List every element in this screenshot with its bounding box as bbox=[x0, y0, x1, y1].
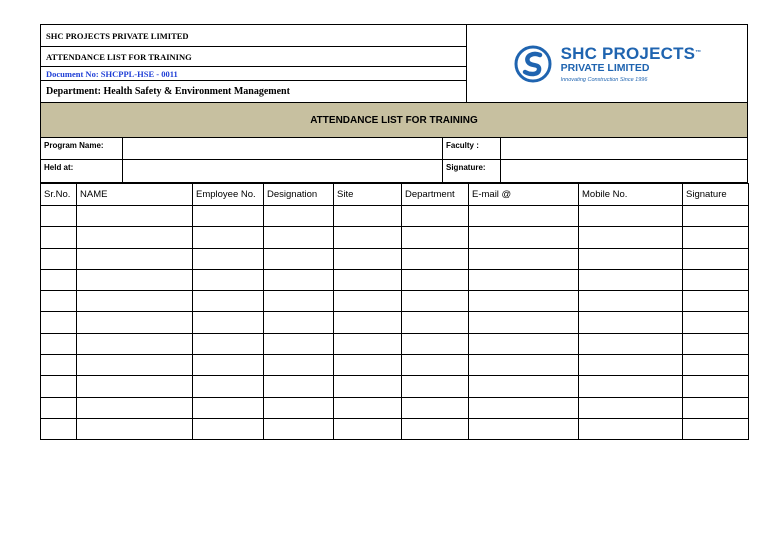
table-cell[interactable] bbox=[77, 397, 193, 418]
table-cell[interactable] bbox=[683, 418, 749, 439]
table-cell[interactable] bbox=[41, 355, 77, 376]
table-cell[interactable] bbox=[193, 418, 264, 439]
table-cell[interactable] bbox=[193, 376, 264, 397]
table-cell[interactable] bbox=[193, 333, 264, 354]
table-cell[interactable] bbox=[41, 269, 77, 290]
table-cell[interactable] bbox=[193, 397, 264, 418]
table-cell[interactable] bbox=[579, 333, 683, 354]
table-cell[interactable] bbox=[579, 291, 683, 312]
table-row bbox=[41, 376, 749, 397]
table-cell[interactable] bbox=[683, 333, 749, 354]
table-cell[interactable] bbox=[264, 248, 334, 269]
table-cell[interactable] bbox=[334, 291, 402, 312]
table-cell[interactable] bbox=[402, 206, 469, 227]
form-header bbox=[40, 24, 748, 103]
faculty-field[interactable] bbox=[501, 138, 747, 159]
table-cell[interactable] bbox=[579, 269, 683, 290]
table-cell[interactable] bbox=[402, 333, 469, 354]
table-cell[interactable] bbox=[402, 312, 469, 333]
logo-area bbox=[467, 25, 747, 102]
company-name: SHC PROJECTS PRIVATE LIMITED bbox=[41, 25, 466, 47]
table-cell[interactable] bbox=[334, 355, 402, 376]
table-cell[interactable] bbox=[334, 269, 402, 290]
program-row bbox=[40, 138, 748, 160]
table-cell[interactable] bbox=[77, 269, 193, 290]
logo-tagline: Innovating Construction Since 1996 bbox=[560, 76, 648, 83]
signature-label: Signature: bbox=[443, 160, 501, 182]
logo-tm: ™ bbox=[695, 49, 702, 56]
department: Department: Health Safety & Environment Management bbox=[46, 86, 290, 97]
table-cell[interactable] bbox=[193, 355, 264, 376]
col-mobile-no: Mobile No. bbox=[579, 184, 683, 206]
table-cell[interactable] bbox=[193, 291, 264, 312]
table-cell[interactable] bbox=[77, 312, 193, 333]
table-cell[interactable] bbox=[334, 227, 402, 248]
header-info bbox=[41, 25, 467, 102]
table-cell[interactable] bbox=[402, 397, 469, 418]
table-cell[interactable] bbox=[402, 248, 469, 269]
table-cell[interactable] bbox=[579, 418, 683, 439]
table-cell[interactable] bbox=[402, 291, 469, 312]
table-cell[interactable] bbox=[41, 206, 77, 227]
table-cell[interactable] bbox=[334, 312, 402, 333]
table-cell[interactable] bbox=[77, 376, 193, 397]
table-cell[interactable] bbox=[264, 227, 334, 248]
signature-field[interactable] bbox=[501, 160, 747, 182]
table-cell[interactable] bbox=[334, 206, 402, 227]
col-name: NAME bbox=[77, 184, 193, 206]
table-cell[interactable] bbox=[41, 291, 77, 312]
table-cell[interactable] bbox=[683, 291, 749, 312]
logo-line1: SHC PROJECTS bbox=[560, 43, 696, 63]
company-logo bbox=[513, 44, 702, 84]
table-cell[interactable] bbox=[264, 355, 334, 376]
table-cell[interactable] bbox=[579, 312, 683, 333]
table-cell[interactable] bbox=[193, 206, 264, 227]
table-cell[interactable] bbox=[77, 333, 193, 354]
table-cell[interactable] bbox=[683, 269, 749, 290]
shc-logo-icon bbox=[513, 44, 553, 84]
table-body bbox=[41, 206, 749, 440]
table-cell[interactable] bbox=[683, 376, 749, 397]
table-cell[interactable] bbox=[469, 418, 579, 439]
table-cell[interactable] bbox=[264, 376, 334, 397]
table-cell[interactable] bbox=[469, 376, 579, 397]
held-at-field[interactable] bbox=[123, 160, 443, 182]
table-cell[interactable] bbox=[579, 248, 683, 269]
table-cell[interactable] bbox=[77, 418, 193, 439]
table-cell[interactable] bbox=[264, 269, 334, 290]
table-cell[interactable] bbox=[77, 206, 193, 227]
table-cell[interactable] bbox=[193, 248, 264, 269]
program-name-field[interactable] bbox=[123, 138, 443, 159]
held-at-row bbox=[40, 160, 748, 183]
col-email: E-mail @ bbox=[469, 184, 579, 206]
col-sr-no: Sr.No. bbox=[41, 184, 77, 206]
table-cell[interactable] bbox=[264, 418, 334, 439]
table-cell[interactable] bbox=[334, 418, 402, 439]
table-cell[interactable] bbox=[77, 355, 193, 376]
table-cell[interactable] bbox=[683, 355, 749, 376]
table-cell[interactable] bbox=[683, 248, 749, 269]
table-cell[interactable] bbox=[77, 291, 193, 312]
table-cell[interactable] bbox=[683, 206, 749, 227]
held-at-label: Held at: bbox=[41, 160, 123, 182]
document-number: Document No: SHCPPL-HSE - 0011 bbox=[41, 67, 466, 81]
table-cell[interactable] bbox=[469, 397, 579, 418]
table-cell[interactable] bbox=[469, 206, 579, 227]
table-row bbox=[41, 227, 749, 248]
table-cell[interactable] bbox=[469, 227, 579, 248]
table-cell[interactable] bbox=[683, 227, 749, 248]
table-cell[interactable] bbox=[264, 312, 334, 333]
form-title: ATTENDANCE LIST FOR TRAINING bbox=[41, 47, 466, 67]
attendance-form bbox=[40, 24, 748, 440]
table-cell[interactable] bbox=[77, 227, 193, 248]
table-row bbox=[41, 418, 749, 439]
table-cell[interactable] bbox=[579, 376, 683, 397]
program-name-label: Program Name: bbox=[41, 138, 123, 159]
table-cell[interactable] bbox=[41, 418, 77, 439]
section-banner: ATTENDANCE LIST FOR TRAINING bbox=[40, 103, 748, 138]
table-cell[interactable] bbox=[193, 269, 264, 290]
col-department: Department bbox=[402, 184, 469, 206]
table-row bbox=[41, 291, 749, 312]
logo-line2: PRIVATE LIMITED bbox=[560, 61, 650, 74]
col-employee-no: Employee No. bbox=[193, 184, 264, 206]
faculty-label: Faculty : bbox=[443, 138, 501, 159]
table-cell[interactable] bbox=[469, 355, 579, 376]
table-cell[interactable] bbox=[402, 269, 469, 290]
table-cell[interactable] bbox=[469, 312, 579, 333]
table-cell[interactable] bbox=[402, 376, 469, 397]
table-cell[interactable] bbox=[469, 291, 579, 312]
table-cell[interactable] bbox=[402, 355, 469, 376]
table-row bbox=[41, 333, 749, 354]
col-site: Site bbox=[334, 184, 402, 206]
table-cell[interactable] bbox=[41, 312, 77, 333]
table-cell[interactable] bbox=[41, 333, 77, 354]
table-cell[interactable] bbox=[193, 312, 264, 333]
table-cell[interactable] bbox=[402, 418, 469, 439]
table-cell[interactable] bbox=[334, 333, 402, 354]
table-row bbox=[41, 397, 749, 418]
table-header-row bbox=[41, 184, 749, 206]
table-cell[interactable] bbox=[264, 333, 334, 354]
table-cell[interactable] bbox=[264, 291, 334, 312]
table-cell[interactable] bbox=[334, 397, 402, 418]
table-cell[interactable] bbox=[579, 355, 683, 376]
table-cell[interactable] bbox=[469, 248, 579, 269]
table-cell[interactable] bbox=[193, 227, 264, 248]
table-cell[interactable] bbox=[469, 269, 579, 290]
table-row bbox=[41, 269, 749, 290]
table-cell[interactable] bbox=[334, 248, 402, 269]
table-cell[interactable] bbox=[41, 376, 77, 397]
col-designation: Designation bbox=[264, 184, 334, 206]
table-row bbox=[41, 355, 749, 376]
table-cell[interactable] bbox=[264, 206, 334, 227]
table-cell[interactable] bbox=[334, 376, 402, 397]
table-cell[interactable] bbox=[469, 333, 579, 354]
table-row bbox=[41, 312, 749, 333]
table-row bbox=[41, 248, 749, 269]
table-cell[interactable] bbox=[579, 206, 683, 227]
table-cell[interactable] bbox=[402, 227, 469, 248]
table-cell[interactable] bbox=[579, 397, 683, 418]
table-cell[interactable] bbox=[41, 248, 77, 269]
table-cell[interactable] bbox=[264, 397, 334, 418]
table-row bbox=[41, 206, 749, 227]
table-cell[interactable] bbox=[41, 397, 77, 418]
table-cell[interactable] bbox=[683, 397, 749, 418]
table-cell[interactable] bbox=[41, 227, 77, 248]
table-cell[interactable] bbox=[77, 248, 193, 269]
table-cell[interactable] bbox=[579, 227, 683, 248]
table-cell[interactable] bbox=[683, 312, 749, 333]
attendance-table bbox=[40, 183, 749, 440]
col-signature: Signature bbox=[683, 184, 749, 206]
